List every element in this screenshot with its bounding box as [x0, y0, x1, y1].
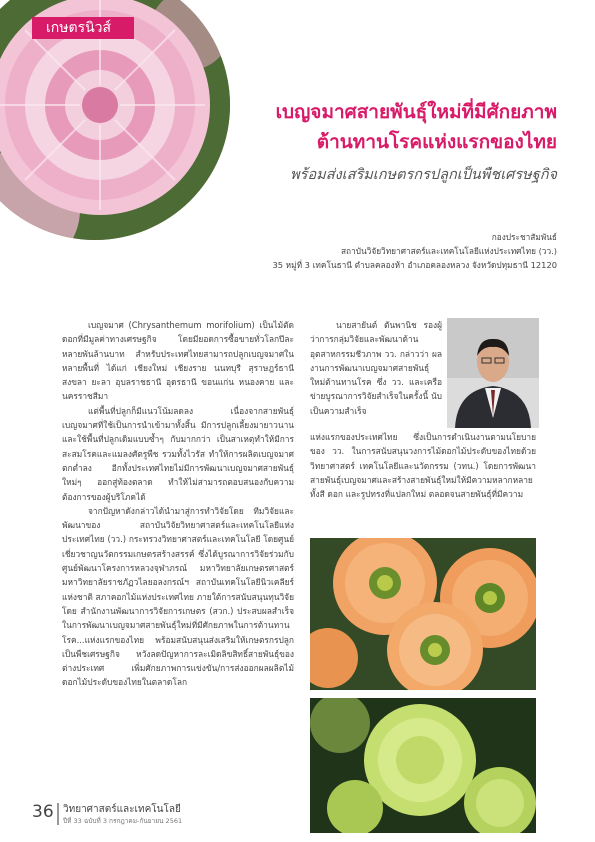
- footer-divider: [57, 803, 59, 825]
- author-line3: 35 หมู่ที่ 3 เทคโนธานี ตำบลคลองห้า อำเภอคลองหลวง จังหวัดปทุมธานี 12120: [272, 260, 557, 270]
- body-column-right: [310, 430, 536, 501]
- body-column-left: [62, 318, 294, 690]
- orange-chrysanthemum-photo: [310, 538, 536, 690]
- author-block: [272, 230, 557, 272]
- paragraph-1: เบญจมาศ (Chrysanthemum morifolium) เป็นไม้ตัดดอกที่มีมูลค่าทางเศรษฐกิจ โดยมียอดการซื้อขายทั่วโลกปีละหลายพันล้านบาท สำหรับประเทศไทยสามารถปลูกเบญจมาศในหลายพื้นที่ ได้แก่ เชียงใหม่ เชียงราย นนทบุรี สุราษฎร์ธานี สงขลา ยะลา อุบลราชธานี อุดรธานี ขอนแก่น หนองคาย และนครราชสีมา: [62, 320, 294, 402]
- green-chrysanthemum-photo: [310, 698, 536, 833]
- author-line2: สถาบันวิจัยวิทยาศาสตร์และเทคโนโลยีแห่งประเทศไทย (วว.): [340, 246, 557, 256]
- paragraph-4: นายสายันต์ ตันพานิช รองผู้ว่าการกลุ่มวิจัยและพัฒนาด้านอุตสาหกรรมชีวภาพ วว. กล่าวว่า ผลงานการพัฒนาเบญจมาศสายพันธุ์ใหม่ต้านทานโรค ซึ่ง วว. และเครือข่ายบูรณาการวิจัยสำเร็จในครั้งนี้ นับเป็นความสำเร็จ: [310, 320, 442, 416]
- paragraph-2: แต่พื้นที่ปลูกก็มีแนวโน้มลดลง เนื่องจากสายพันธุ์เบญจมาศที่ใช้เป็นการนำเข้ามาทั้งสิ้น มีการปลูกเลี้ยงมายาวนานและใช้พื้นที่ปลูกเดิมแบบซ้ำๆ กับมากกว่า เป็นสาเหตุทำให้มีการสะสมโรคและแมลงศัตรูพืช รวมทั้งไวรัส ทำให้การผลิตเบญจมาศตกต่ำลง อีกทั้งประเทศไทยไม่มีการพัฒนาเบญจมาศสายพันธุ์ใหม่ๆ ออกสู่ท้องตลาด ทำให้ไม่สามารถตอบสนองกับความต้องการของผู้บริโภคได้: [62, 405, 294, 502]
- article-title-line1: เบญจมาศสายพันธุ์ใหม่ที่มีศักยภาพ: [275, 101, 557, 123]
- person-portrait-image: [447, 318, 539, 428]
- magazine-name: วิทยาศาสตร์และเทคโนโลยี: [63, 804, 181, 815]
- paragraph-3: จากปัญหาดังกล่าวได้นำมาสู่การทำวิจัยโดย ทีมวิจัยและพัฒนาของ สถาบันวิจัยวิทยาศาสตร์และเทคโนโลยีแห่งประเทศไทย (วว.) กระทรวงวิทยาศาสตร์และเทคโนโลยี โดยศูนย์เชี่ยวชาญนวัตกรรมเกษตรสร้างสรรค์ ซึ่งได้บูรณาการวิจัยร่วมกับศูนย์พัฒนาโครงการหลวงจุฬาภรณ์ มหาวิทยาลัยเกษตรศาสตร์ มหาวิทยาลัยราชภัฏวไลยอลงกรณ์ฯ สถาบันเทคโนโลยีนิวเคลียร์แห่งชาติ สภาคอกไม้แห่งประเทศไทย ภายใต้การสนับสนุนทุนวิจัยโดย สำนักงานพัฒนาการวิจัยการเกษตร (สวก.) ประสบผลสำเร็จในการพัฒนาเบญจมาศสายพันธุ์ใหม่ที่มีศักยภาพในการต้านทานโรค...แห่งแรกของไทย พร้อมสนับสนุนส่งเสริมให้เกษตรกรปลูกเป็นพืชเศรษฐกิจ หวังลดปัญหาการละเมิดลิขสิทธิ์สายพันธุ์ของต่างประเทศ เพิ่มศักยภาพการแข่งขัน/การส่งออกผลผลิตไม้ดอกไม้ประดับของไทยในตลาดโลก: [62, 505, 294, 688]
- author-line1: กองประชาสัมพันธ์: [491, 232, 557, 242]
- orange-flowers-image: [310, 538, 536, 690]
- section-tag: เกษตรนิวส์: [32, 17, 134, 39]
- article-title-line2: ต้านทานโรคแห่งแรกของไทย: [316, 131, 557, 153]
- portrait-photo: [447, 318, 539, 428]
- green-flowers-image: [310, 698, 536, 833]
- page-number: 36: [32, 802, 54, 822]
- article-subtitle: พร้อมส่งเสริมเกษตรกรปลูกเป็นพืชเศรษฐกิจ: [290, 167, 557, 183]
- paragraph-5: แห่งแรกของประเทศไทย ซึ่งเป็นการดำเนินงานตามนโยบายของ วว. ในการสนับสนุนวงการไม้ดอกไม้ประดับของไทยด้วยวิทยาศาสตร์ เทคโนโลยีและนวัตกรรม (วทน.) โดยการพัฒนาสายพันธุ์เบญจมาศและสร้างสายพันธุ์ใหม่ให้มีความหลากหลายทั้งสี ดอก และรูปทรงที่แปลกใหม่ ตลอดจนสายพันธุ์ที่มีความ: [310, 432, 536, 500]
- issue-info: ปีที่ 33 ฉบับที่ 3 กรกฎาคม-กันยายน 2561: [63, 817, 183, 825]
- body-column-right-top: [310, 318, 442, 418]
